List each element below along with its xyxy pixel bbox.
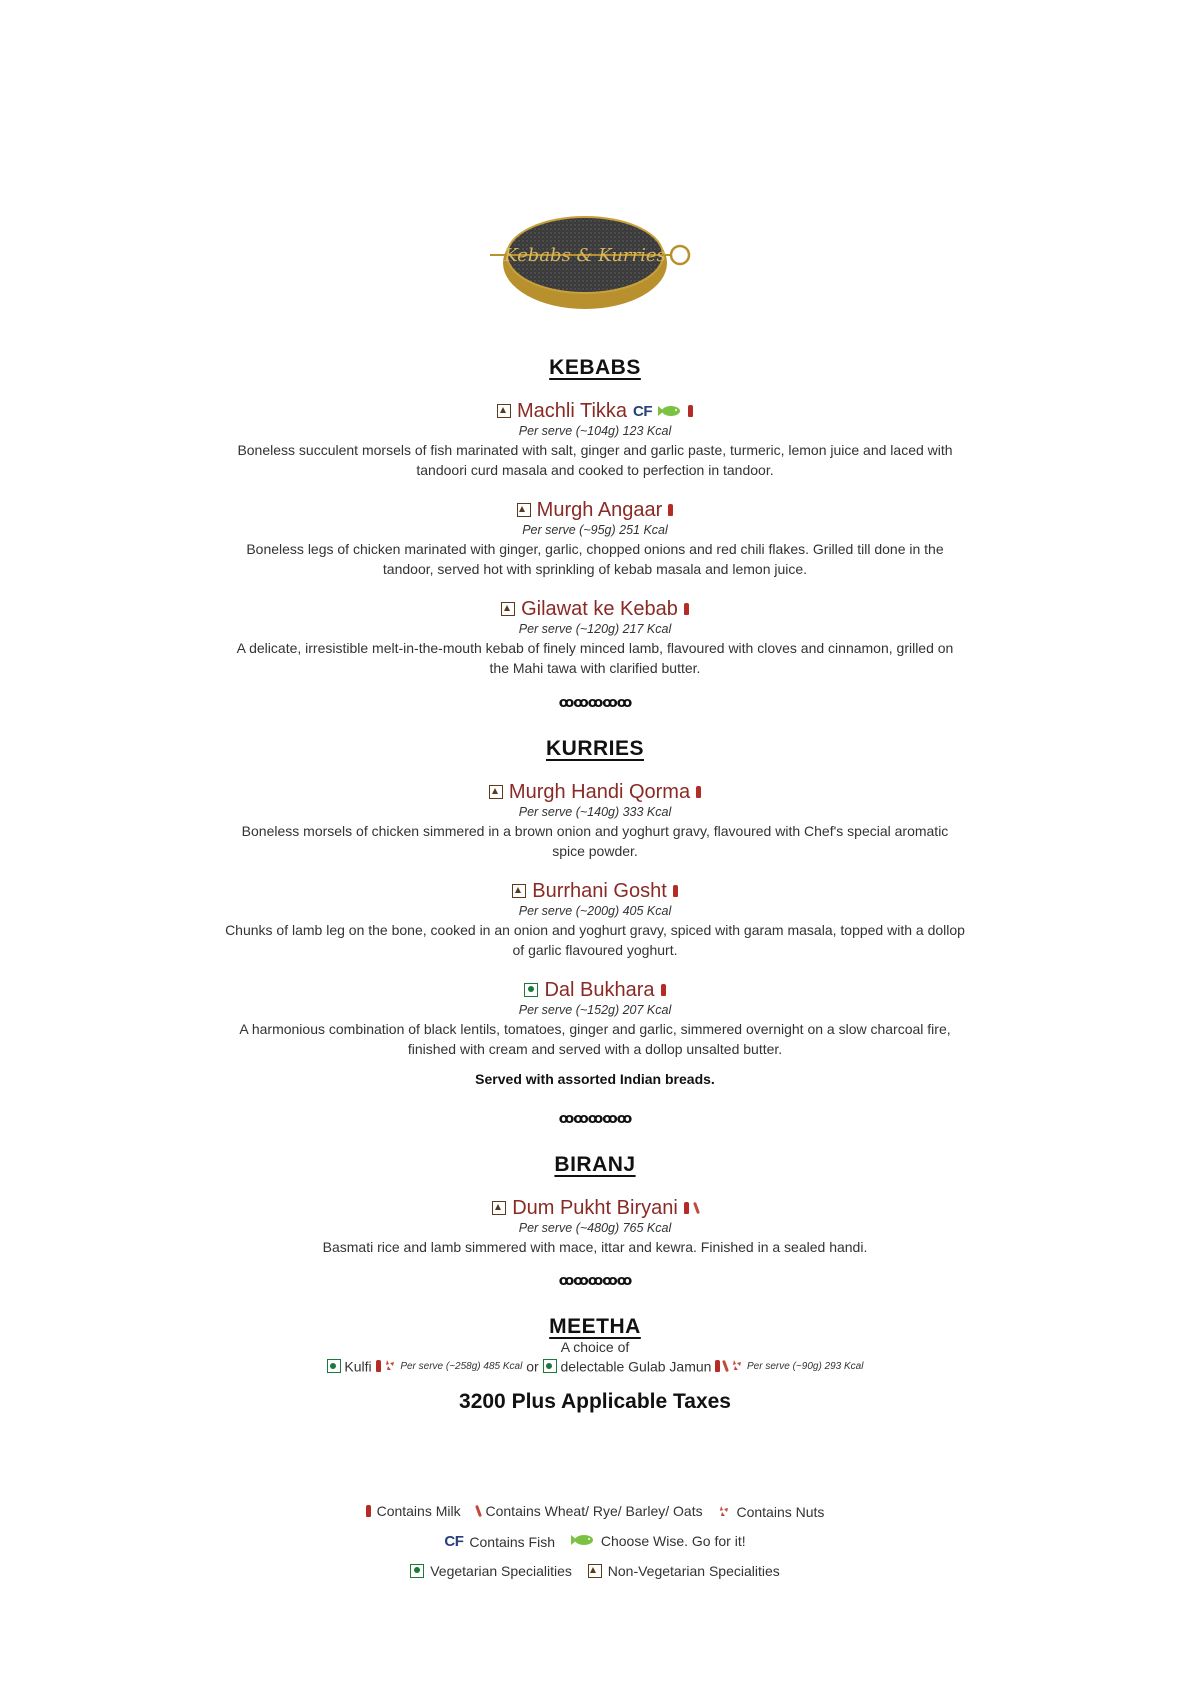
restaurant-logo (490, 208, 700, 313)
milk-icon (715, 1360, 720, 1372)
legend-veg: Vegetarian Specialities (430, 1563, 572, 1579)
wheat-icon (475, 1505, 482, 1517)
choose-wise-fish-icon (571, 1533, 595, 1549)
milk-icon (366, 1505, 371, 1517)
dessert-kulfi: Kulfi (344, 1358, 372, 1375)
menu-price: 3200 Plus Applicable Taxes (459, 1390, 731, 1413)
milk-icon (376, 1360, 381, 1372)
milk-icon (661, 984, 666, 996)
non-veg-icon (512, 884, 526, 898)
or-text: or (526, 1358, 539, 1375)
per-serve: Per serve (~90g) 293 Kcal (747, 1360, 864, 1372)
wheat-icon (722, 1360, 729, 1372)
item-name: Murgh Handi Qorma (508, 780, 691, 803)
nuts-icon (731, 1358, 743, 1374)
section-divider: ꝏꝏꝏꝏꝏ (558, 1111, 632, 1127)
veg-icon (327, 1359, 341, 1373)
wheat-icon (693, 1202, 700, 1214)
legend-fish-text: Contains Fish (469, 1533, 555, 1550)
item-description: Boneless morsels of chicken simmered in a brown onion and yoghurt gravy, flavoured with Chef's special aromatic spice powder. (241, 823, 949, 859)
section-divider: ꝏꝏꝏꝏꝏ (558, 1273, 632, 1289)
item-description: Boneless succulent morsels of fish marinated with salt, ginger and garlic paste, turmeric, lemon juice and laced with tandoori curd masala and cooked to perfection in tandoor. (237, 442, 953, 478)
item-description: Boneless legs of chicken marinated with ginger, garlic, chopped onions and red chili flakes. Grilled till done in the tandoor, served hot with sprinkling of kebab masala and lemon juice. (246, 541, 944, 577)
legend-nonveg: Non-Vegetarian Specialities (607, 1563, 780, 1579)
logo-text: Kebabs & Kurries (504, 245, 666, 266)
legend-allergens (0, 1503, 1190, 1520)
legend-diet (0, 1563, 1190, 1581)
legend-choose-wise: Choose Wise. Go for it! (600, 1533, 746, 1549)
per-serve: Per serve (~95g) 251 Kcal (522, 523, 668, 537)
item-name: Murgh Angaar (536, 498, 663, 521)
nuts-icon (718, 1504, 730, 1520)
non-veg-icon (489, 785, 503, 799)
section-title-meetha: MEETHA (549, 1315, 641, 1338)
legend-fish (0, 1533, 1190, 1550)
milk-icon (684, 603, 689, 615)
section-divider: ꝏꝏꝏꝏꝏ (558, 695, 632, 711)
breads-note: Served with assorted Indian breads. (475, 1071, 715, 1087)
non-veg-icon (492, 1201, 506, 1215)
dessert-gulab-jamun: delectable Gulab Jamun (560, 1358, 712, 1375)
per-serve: Per serve (~480g) 765 Kcal (518, 1221, 672, 1235)
per-serve: Per serve (~200g) 405 Kcal (518, 904, 672, 918)
item-name: Gilawat ke Kebab (521, 597, 678, 620)
non-veg-icon (501, 602, 515, 616)
milk-icon (673, 885, 678, 897)
nuts-icon (384, 1358, 396, 1374)
item-description: Basmati rice and lamb simmered with mace, ittar and kewra. Finished in a sealed handi. (322, 1239, 868, 1255)
menu-item-gilawat-ke-kebab (0, 597, 1190, 678)
milk-icon (684, 1202, 689, 1214)
section-title-kebabs: KEBABS (549, 356, 641, 379)
per-serve: Per serve (~104g) 123 Kcal (518, 424, 672, 438)
item-description: A delicate, irresistible melt-in-the-mouth kebab of finely minced lamb, flavoured with cloves and cinnamon, grilled on the Mahi tawa with clarified butter. (236, 640, 954, 676)
section-title-kurries: KURRIES (545, 737, 644, 760)
menu-item-burrhani-gosht (0, 879, 1190, 960)
milk-icon (668, 504, 673, 516)
non-veg-icon (517, 503, 531, 517)
legend-nuts: Contains Nuts (736, 1504, 825, 1520)
menu-item-machli-tikka (0, 399, 1190, 480)
item-description: Chunks of lamb leg on the bone, cooked in an onion and yoghurt gravy, spiced with garam masala, topped with a dollop of garlic flavoured yoghurt. (225, 922, 965, 958)
milk-icon (696, 786, 701, 798)
veg-icon (410, 1564, 424, 1578)
menu-item-murgh-angaar (0, 498, 1190, 579)
contains-fish-label: CF (444, 1533, 464, 1550)
menu-item-murgh-handi-qorma (0, 780, 1190, 861)
item-description: A harmonious combination of black lentils, tomatoes, ginger and garlic, simmered overnight on a slow charcoal fire, finished with cream and served with a dollop unsalted butter. (239, 1021, 951, 1057)
menu-item-dum-pukht-biryani (0, 1196, 1190, 1258)
legend-milk: Contains Milk (376, 1503, 461, 1519)
per-serve: Per serve (~152g) 207 Kcal (518, 1003, 672, 1017)
veg-icon (524, 983, 538, 997)
section-title-biranj: BIRANJ (554, 1153, 636, 1176)
per-serve: Per serve (~120g) 217 Kcal (518, 622, 672, 636)
item-name: Dal Bukhara (544, 978, 655, 1001)
choose-wise-fish-icon (658, 402, 682, 421)
legend-wheat: Contains Wheat/ Rye/ Barley/ Oats (485, 1503, 703, 1519)
menu-item-dal-bukhara (0, 978, 1190, 1059)
non-veg-icon (588, 1564, 602, 1578)
milk-icon (688, 405, 693, 417)
meetha-subtitle: A choice of (560, 1339, 630, 1355)
item-name: Machli Tikka (516, 399, 628, 422)
per-serve: Per serve (~258g) 485 Kcal (400, 1360, 523, 1372)
meetha-options (0, 1357, 1190, 1374)
item-name: Burrhani Gosht (532, 879, 667, 902)
item-name: Dum Pukht Biryani (512, 1196, 678, 1219)
non-veg-icon (497, 404, 511, 418)
contains-fish-label: CF (633, 402, 653, 420)
veg-icon (543, 1359, 557, 1373)
per-serve: Per serve (~140g) 333 Kcal (518, 805, 672, 819)
